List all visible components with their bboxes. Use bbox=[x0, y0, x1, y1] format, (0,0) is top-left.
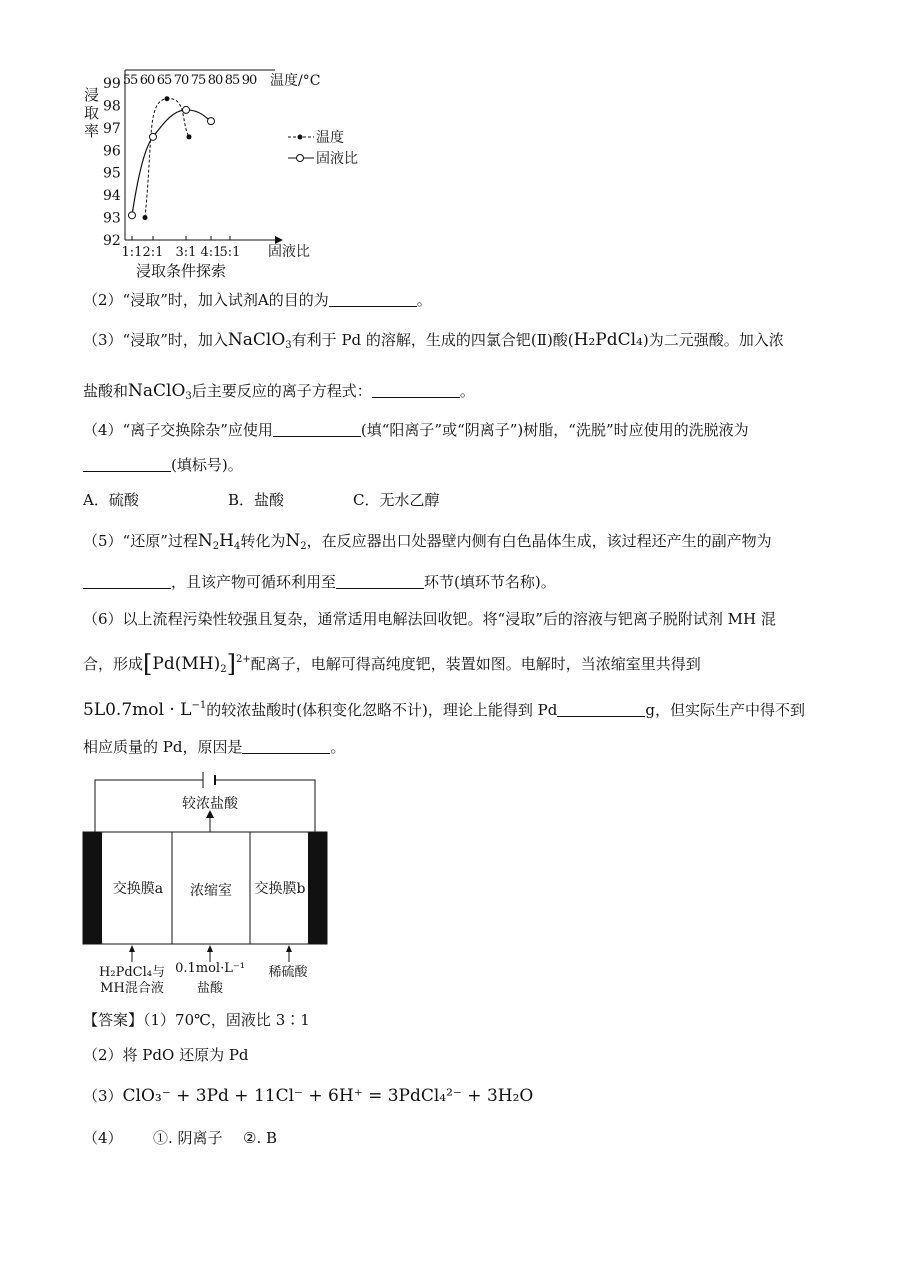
answer-2: （2）将 PdO 还原为 Pd bbox=[83, 1046, 249, 1064]
question-4-line-1: （4）“离子交换除杂”应使用 (填“阳离子”或“阴离子”)树脂，“洗脱”时应使用的洗脱液为 bbox=[83, 421, 749, 439]
concentration-chamber-label: 浓缩室 bbox=[190, 883, 232, 899]
option-a: A．硫酸 bbox=[83, 491, 139, 509]
mid-feed-label-1: 0.1mol·L⁻¹ bbox=[175, 961, 245, 976]
temperature-point bbox=[165, 96, 170, 101]
question-6-line-2: 合，形成$[Pd(MH)_2]^{2+}$配离子，电解可得高纯度钯，装置如图。电解时，当浓缩室里共得到 bbox=[83, 650, 701, 678]
answer-blank bbox=[557, 702, 645, 717]
answer-4-1: ①. 阴离子 bbox=[153, 1129, 223, 1147]
x-tick-label: 4:1 bbox=[200, 245, 222, 260]
top-tick-label: 70 bbox=[173, 73, 189, 88]
left-membrane-label: 交换膜a bbox=[112, 881, 164, 897]
x-tick-label: 1:1 bbox=[121, 245, 143, 260]
series-line-temperature bbox=[145, 99, 189, 218]
solid-liquid-point bbox=[208, 118, 215, 125]
right-feed-label: 稀硫酸 bbox=[268, 965, 308, 980]
x-tick-label: 2:1 bbox=[142, 245, 164, 260]
answer-blank bbox=[372, 383, 460, 398]
y-tick-label: 92 bbox=[103, 233, 121, 249]
question-5-line-1: （5）“还原”过程$N_2H_4$转化为$N_2$，在反应器出口处器壁内侧有白色晶体生成，该过程还产生的副产物为 bbox=[83, 531, 772, 552]
option-b: B．盐酸 bbox=[228, 491, 285, 509]
question-6-line-3: $5L0.7mol \cdot L^{-1}$的较浓盐酸时(体积变化忽略不计)，理论上能得到 Pd g，但实际生产中得不到 bbox=[83, 700, 805, 720]
top-tick-label: 55 bbox=[122, 73, 138, 88]
legend-temperature: 温度 bbox=[316, 130, 344, 146]
answer-3: （3）ClO₃⁻ + 3Pd + 11Cl⁻ + 6H⁺ = 3PdCl₄²⁻ + 3H₂O bbox=[83, 1086, 534, 1106]
x-axis-unit: 固液比 bbox=[268, 244, 310, 260]
answer-4: （4） ①. 阴离子 ②. B bbox=[83, 1129, 278, 1147]
y-title-1: 浸 bbox=[84, 86, 100, 104]
left-feed-label-2: MH混合液 bbox=[100, 981, 164, 996]
temperature-point bbox=[143, 215, 148, 220]
y-tick-label: 97 bbox=[103, 120, 121, 137]
y-title-2: 取 bbox=[84, 104, 100, 122]
solid-liquid-point bbox=[129, 212, 136, 219]
mid-feed-label-2: 盐酸 bbox=[196, 981, 223, 996]
question-3-line-1: （3）“浸取”时，加入NaClO$_3$有利于 Pd 的溶解，生成的四氯合钯(Ⅱ)酸(H₂PdCl₄)为二元强酸。加入浓 bbox=[83, 330, 784, 351]
y-tick-label: 94 bbox=[103, 188, 121, 205]
legend-marker-temperature bbox=[298, 135, 303, 140]
answer-blank bbox=[336, 574, 424, 589]
answer-4-2: ②. B bbox=[243, 1129, 278, 1147]
question-6-line-1: （6）以上流程污染性较强且复杂，通常适用电解法回收钯。将“浸取”后的溶液与钯离子脱附试剂 MH 混 bbox=[83, 610, 776, 628]
left-electrode bbox=[83, 832, 102, 944]
top-tick-label: 80 bbox=[207, 73, 223, 88]
x-tick-label: 5:1 bbox=[219, 245, 241, 260]
y-tick-label: 93 bbox=[103, 210, 121, 227]
y-title-3: 率 bbox=[84, 122, 100, 140]
x-tick-label: 3:1 bbox=[175, 245, 197, 260]
top-tick-label: 60 bbox=[139, 73, 155, 88]
top-tick-label: 65 bbox=[156, 73, 172, 88]
solid-liquid-point bbox=[150, 133, 157, 140]
question-2: （2）“浸取”时，加入试剂A的目的为 。 bbox=[83, 291, 432, 309]
y-tick-label: 96 bbox=[103, 143, 121, 160]
electrolysis-diagram bbox=[80, 770, 330, 1000]
option-c: C．无水乙醇 bbox=[353, 491, 440, 509]
y-tick-label: 95 bbox=[103, 165, 121, 182]
top-label: 较浓盐酸 bbox=[182, 796, 238, 812]
answer-1: 【答案】（1）70℃，固液比 3∶1 bbox=[83, 1011, 310, 1029]
solid-liquid-point bbox=[183, 106, 190, 113]
left-feed-label-1: H₂PdCl₄与 bbox=[99, 965, 165, 980]
question-4-options bbox=[83, 490, 439, 510]
legend-marker-solid-liquid bbox=[297, 155, 304, 162]
chart-caption: 浸取条件探索 bbox=[136, 262, 227, 280]
legend-solid-liquid: 固液比 bbox=[316, 151, 358, 167]
answer-blank bbox=[83, 457, 171, 472]
question-6-line-4: 相应质量的 Pd，原因是 。 bbox=[83, 738, 346, 756]
answer-blank bbox=[273, 422, 361, 437]
y-tick-label: 99 bbox=[103, 76, 121, 92]
top-tick-label: 75 bbox=[190, 73, 206, 88]
leaching-chart bbox=[70, 60, 390, 285]
top-tick-label: 90 bbox=[241, 73, 257, 88]
answer-blank bbox=[242, 739, 330, 754]
y-tick-label: 98 bbox=[103, 98, 121, 115]
temperature-point bbox=[187, 134, 192, 139]
answer-blank bbox=[329, 292, 417, 307]
series-line-solid-liquid bbox=[132, 110, 211, 215]
question-4-line-2: (填标号)。 bbox=[83, 455, 243, 475]
question-5-line-2: ，且该产物可循环利用至 环节(填环节名称)。 bbox=[83, 572, 556, 592]
answer-blank bbox=[83, 574, 171, 589]
top-tick-label: 85 bbox=[224, 73, 240, 88]
question-3-line-2: 盐酸和NaClO$_3$后主要反应的离子方程式： 。 bbox=[83, 381, 475, 402]
top-axis-unit: 温度/°C bbox=[270, 73, 321, 89]
right-membrane-label: 交换膜b bbox=[254, 881, 306, 897]
